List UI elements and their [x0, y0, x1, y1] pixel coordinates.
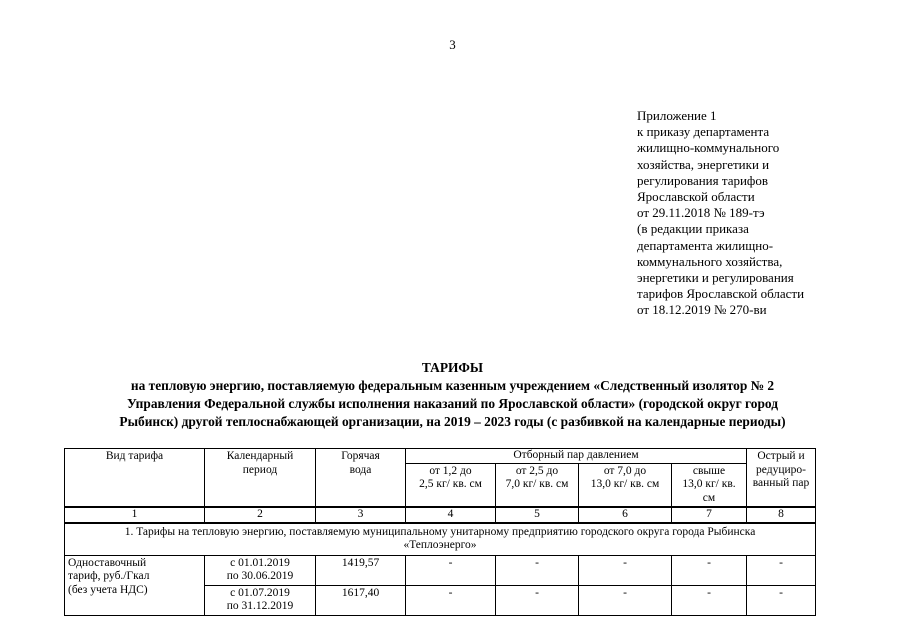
- header-steam-3: от 7,0 до 13,0 кг/ кв. см: [579, 463, 672, 507]
- tariffs-table: [64, 448, 816, 616]
- table-row: [65, 555, 816, 585]
- appendix-line: (в редакции приказа: [637, 221, 749, 237]
- steam-value: -: [672, 555, 747, 585]
- column-number: 2: [205, 507, 316, 523]
- steam-value: -: [672, 585, 747, 615]
- steam-value: -: [496, 585, 579, 615]
- appendix-line: Приложение 1: [637, 108, 717, 123]
- section-heading: 1. Тарифы на тепловую энергию, поставляемую муниципальному унитарному предприятию городского округа города Рыбинска «Теплоэнерго»: [65, 523, 816, 556]
- column-number: 8: [747, 507, 816, 523]
- column-number: 3: [316, 507, 406, 523]
- column-numbers-row: [65, 507, 816, 523]
- header-steam-4: свыше 13,0 кг/ кв. см: [672, 463, 747, 507]
- header-sharp-steam: Острый и редуциро- ванный пар: [747, 449, 816, 508]
- appendix-note: [637, 108, 877, 319]
- column-number: 6: [579, 507, 672, 523]
- sharp-steam-value: -: [747, 585, 816, 615]
- steam-value: -: [579, 555, 672, 585]
- appendix-line: к приказу департамента: [637, 124, 770, 140]
- header-steam-group: Отборный пар давлением: [406, 449, 747, 464]
- appendix-line: коммунального хозяйства,: [637, 253, 783, 269]
- document-title: [40, 359, 865, 431]
- title-line: Управления Федеральной службы исполнения наказаний по Ярославской области» (городской округ город: [126, 396, 779, 411]
- title-line: на тепловую энергию, поставляемую федеральным казенным учреждением «Следственный изолятор № 2: [130, 378, 775, 393]
- column-number: 7: [672, 507, 747, 523]
- page-number: 3: [449, 37, 456, 52]
- tariff-label: Одноставочный тариф, руб./Гкал (без учета НДС): [65, 555, 205, 615]
- header-period: Календарный период: [205, 449, 316, 508]
- appendix-line: от 29.11.2018 № 189-тэ: [637, 205, 765, 221]
- appendix-line: жилищно-коммунального: [637, 140, 780, 156]
- steam-value: -: [406, 585, 496, 615]
- steam-value: -: [496, 555, 579, 585]
- appendix-line: хозяйства, энергетики и: [637, 156, 770, 172]
- steam-value: -: [579, 585, 672, 615]
- appendix-line: энергетики и регулирования: [637, 270, 794, 286]
- hot-water-value: 1419,57: [316, 555, 406, 585]
- column-number: 5: [496, 507, 579, 523]
- appendix-line: департамента жилищно-: [637, 237, 774, 253]
- column-number: 4: [406, 507, 496, 523]
- title-line: Рыбинск) другой теплоснабжающей организации, на 2019 – 2023 годы (с разбивкой на календарные периоды): [119, 414, 786, 429]
- column-number: 1: [65, 507, 205, 523]
- sharp-steam-value: -: [747, 555, 816, 585]
- header-steam-1: от 1,2 до 2,5 кг/ кв. см: [406, 463, 496, 507]
- period-cell: с 01.01.2019 по 30.06.2019: [205, 555, 316, 585]
- header-hot-water: Горячая вода: [316, 449, 406, 508]
- header-tariff-type: Вид тарифа: [65, 449, 205, 508]
- title-heading: ТАРИФЫ: [421, 360, 484, 375]
- steam-value: -: [406, 555, 496, 585]
- hot-water-value: 1617,40: [316, 585, 406, 615]
- header-steam-2: от 2,5 до 7,0 кг/ кв. см: [496, 463, 579, 507]
- appendix-line: от 18.12.2019 № 270-ви: [637, 302, 767, 318]
- appendix-line: Ярославской области: [637, 189, 755, 205]
- section-row: [65, 523, 816, 556]
- appendix-line: регулирования тарифов: [637, 172, 768, 188]
- header-row: [65, 449, 816, 464]
- appendix-line: тарифов Ярославской области: [637, 286, 805, 302]
- period-cell: с 01.07.2019 по 31.12.2019: [205, 585, 316, 615]
